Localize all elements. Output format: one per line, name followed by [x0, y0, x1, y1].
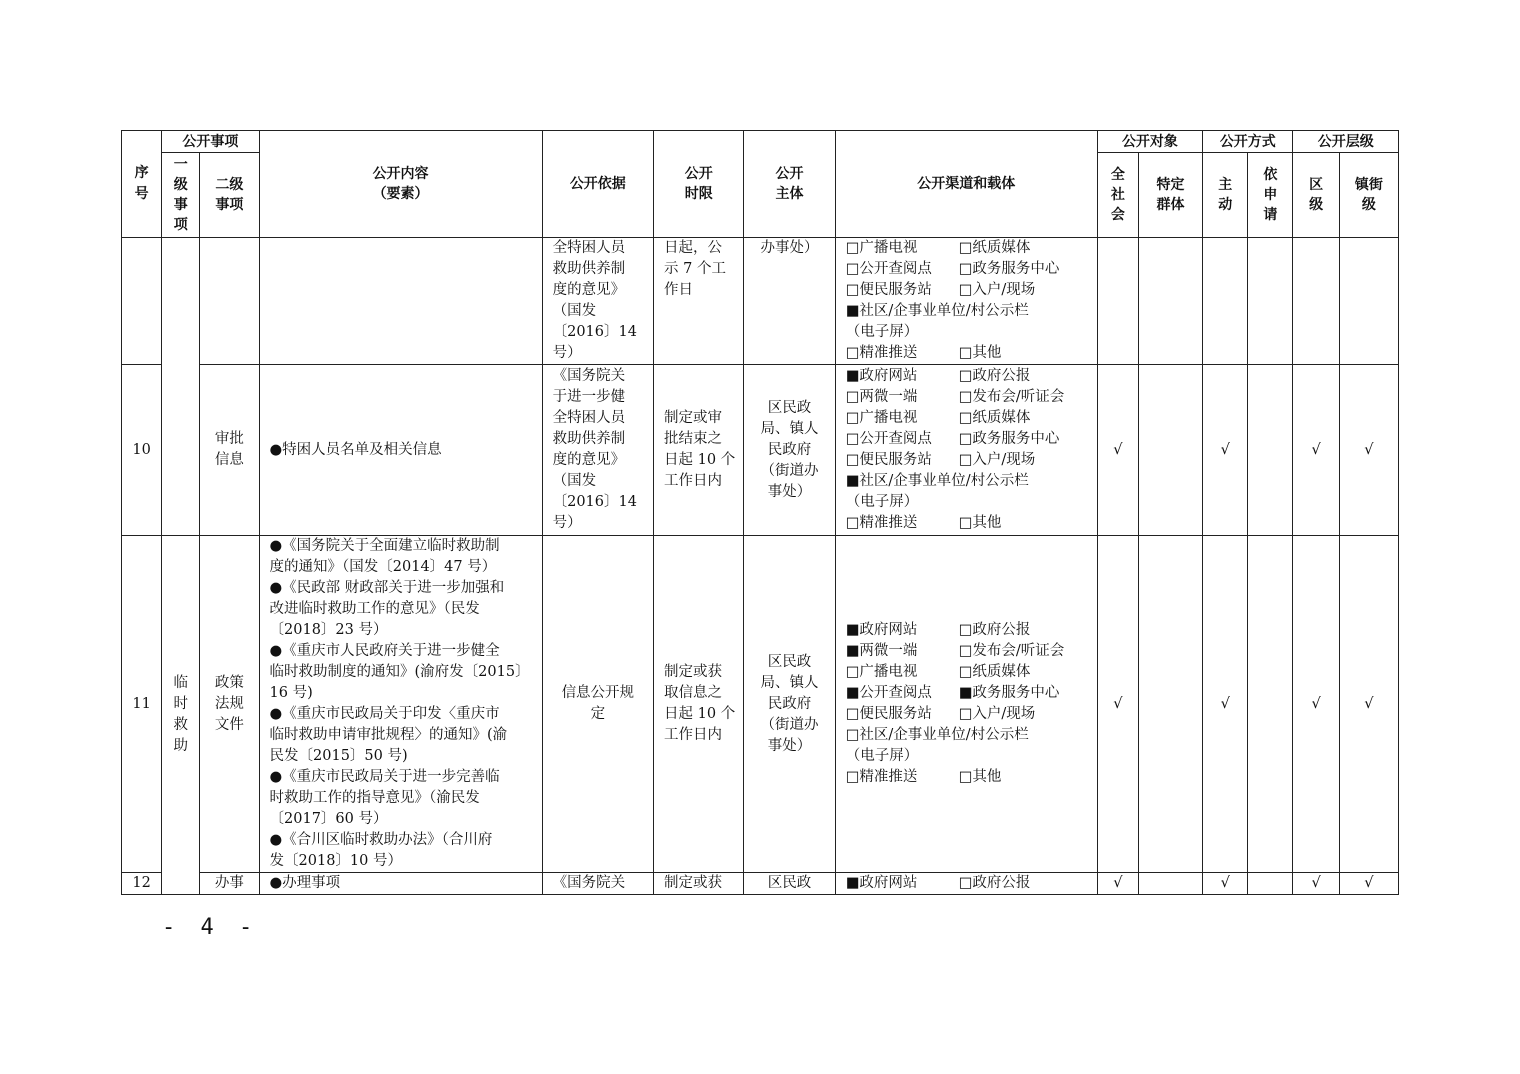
channel-option-line: （电子屏）	[845, 748, 919, 764]
cell-content	[259, 238, 542, 365]
cell-audience-specific	[1138, 238, 1202, 365]
channel-option-line: ■社区/企事业单位/村公示栏	[845, 303, 1029, 319]
cell-seq: 10	[122, 365, 162, 536]
cell-time-limit: 制定或获	[654, 873, 744, 895]
cell-level-district: √	[1293, 873, 1339, 895]
cell-basis: 《国务院关	[542, 873, 653, 895]
header-level-group: 公开层级	[1293, 131, 1399, 153]
header-subject: 公开主体	[744, 131, 835, 238]
table-row	[122, 536, 1399, 873]
cell-method-request	[1248, 536, 1293, 873]
disclosure-table	[121, 130, 1399, 895]
header-level1: 一级事项	[162, 153, 200, 238]
channel-option-line	[846, 429, 1097, 450]
cell-audience-all	[1097, 238, 1138, 365]
channel-option: □公开查阅点	[845, 431, 932, 447]
channel-option-line	[846, 366, 1097, 387]
channel-option: □广播电视	[845, 664, 918, 680]
channel-option-line	[846, 238, 1097, 259]
channel-option: □便民服务站	[845, 282, 932, 298]
cell-content: ●办理事项	[259, 873, 542, 895]
cell-content: ●特困人员名单及相关信息	[259, 365, 542, 536]
cell-level-town: √	[1339, 365, 1398, 536]
channel-option-line	[846, 408, 1097, 429]
cell-level1: 临时救助	[162, 536, 200, 895]
channel-option: □政务服务中心	[958, 431, 1060, 447]
cell-method-active: √	[1203, 365, 1248, 536]
channel-option-line	[846, 641, 1097, 662]
channel-option: □便民服务站	[845, 706, 932, 722]
channel-option: □政府公报	[958, 875, 1031, 891]
cell-basis: 全特困人员 救助供养制 度的意见》 （国发 〔2016〕14 号）	[542, 238, 653, 365]
channel-option-line: （电子屏）	[845, 494, 919, 510]
channel-option: □发布会/听证会	[958, 389, 1065, 405]
channel-option: □便民服务站	[845, 452, 932, 468]
cell-level2	[200, 238, 259, 365]
channel-option: ■政府网站	[845, 622, 918, 638]
cell-level2: 政策 法规 文件	[200, 536, 259, 873]
channel-option: □精准推送	[845, 515, 918, 531]
cell-level-town: √	[1339, 536, 1398, 873]
channel-option: ■两微一端	[845, 643, 918, 659]
cell-channels	[835, 873, 1097, 895]
cell-method-request	[1248, 238, 1293, 365]
cell-audience-specific	[1138, 873, 1202, 895]
header-audience-group: 公开对象	[1097, 131, 1202, 153]
channel-option-line: □社区/企事业单位/村公示栏	[845, 727, 1029, 743]
header-audience-specific: 特定群体	[1138, 153, 1202, 238]
table-row	[122, 365, 1399, 536]
channel-option: □其他	[958, 345, 1002, 361]
cell-time-limit: 日起，公 示 7 个工 作日	[654, 238, 744, 365]
cell-time-limit: 制定或审 批结束之 日起 10 个 工作日内	[654, 365, 744, 536]
channel-option-line: ■社区/企事业单位/村公示栏	[845, 473, 1029, 489]
channel-option: □两微一端	[845, 389, 918, 405]
cell-audience-all: √	[1097, 873, 1138, 895]
header-method-request: 依申请	[1248, 153, 1293, 238]
channel-option-line	[846, 704, 1097, 725]
cell-seq	[122, 238, 162, 365]
cell-level-town	[1339, 238, 1398, 365]
channel-option-line	[846, 450, 1097, 471]
header-method-active: 主动	[1203, 153, 1248, 238]
header-level-district: 区级	[1293, 153, 1339, 238]
cell-level-district: √	[1293, 536, 1339, 873]
channel-option-line	[846, 873, 1097, 894]
table-row	[122, 873, 1399, 895]
cell-audience-all: √	[1097, 536, 1138, 873]
table-row	[122, 238, 1399, 365]
cell-audience-specific	[1138, 536, 1202, 873]
channel-option: ■公开查阅点	[845, 685, 932, 701]
channel-option: □精准推送	[845, 345, 918, 361]
channel-option: □入户/现场	[958, 452, 1036, 468]
channel-option: □公开查阅点	[845, 261, 932, 277]
channel-option-line	[846, 513, 1097, 534]
channel-option: □其他	[958, 515, 1002, 531]
cell-channels	[835, 238, 1097, 365]
channel-option: □纸质媒体	[958, 240, 1031, 256]
cell-method-active	[1203, 238, 1248, 365]
header-content: 公开内容 （要素）	[259, 131, 542, 238]
cell-audience-specific	[1138, 365, 1202, 536]
channel-option-line	[846, 280, 1097, 301]
cell-subject: 区民政 局、镇人 民政府 （街道办 事处）	[744, 365, 835, 536]
channel-option: ■政府网站	[845, 875, 918, 891]
channel-option-line	[846, 767, 1097, 788]
cell-subject: 办事处）	[744, 238, 835, 365]
channel-option: □广播电视	[845, 240, 918, 256]
channel-option: □发布会/听证会	[958, 643, 1065, 659]
cell-method-active: √	[1203, 873, 1248, 895]
cell-level2: 审批 信息	[200, 365, 259, 536]
cell-seq: 11	[122, 536, 162, 873]
header-level2: 二级事项	[200, 153, 259, 238]
header-level-town: 镇街级	[1339, 153, 1398, 238]
cell-channels	[835, 536, 1097, 873]
channel-option: ■政府网站	[845, 368, 918, 384]
page-number: - 4 -	[162, 915, 259, 940]
channel-option-line	[846, 683, 1097, 704]
header-channels: 公开渠道和载体	[835, 131, 1097, 238]
header-seq: 序号	[122, 131, 162, 238]
channel-option-line	[846, 259, 1097, 280]
channel-option: □精准推送	[845, 769, 918, 785]
cell-content: ●《国务院关于全面建立临时救助制 度的通知》（国发〔2014〕47 号） ●《民政部 财政部关于进一步加强和 改进临时救助工作的意见》（民发 〔2018〕23 号） ●《重庆市人民政府关于进一步健全 临时救助制度的通知》(渝府发〔2015〕 16 号) ●《重庆市民政局关于印发〈重庆市 临时救助申请审批规程〉的通知》(渝 民发〔2015〕50 号) ●《重庆市民政局关于进一步完善临 时救助工作的指导意见》（渝民发 〔2017〕60 号） ●《合川区临时救助办法》（合川府 发〔2018〕10 号）	[259, 536, 542, 873]
cell-subject: 区民政 局、镇人 民政府 （街道办 事处）	[744, 536, 835, 873]
channel-option-line: （电子屏）	[845, 324, 919, 340]
channel-option: □入户/现场	[958, 706, 1036, 722]
channel-option-line	[846, 387, 1097, 408]
channel-option: □政府公报	[958, 622, 1031, 638]
header-audience-all: 全社会	[1097, 153, 1138, 238]
cell-seq: 12	[122, 873, 162, 895]
cell-time-limit: 制定或获 取信息之 日起 10 个 工作日内	[654, 536, 744, 873]
header-method-group: 公开方式	[1203, 131, 1293, 153]
channel-option-line	[846, 343, 1097, 364]
channel-option: □政府公报	[958, 368, 1031, 384]
cell-level2: 办事	[200, 873, 259, 895]
cell-method-request	[1248, 873, 1293, 895]
cell-audience-all: √	[1097, 365, 1138, 536]
cell-level-district: √	[1293, 365, 1339, 536]
channel-option: □广播电视	[845, 410, 918, 426]
cell-method-request	[1248, 365, 1293, 536]
cell-level-district	[1293, 238, 1339, 365]
cell-channels	[835, 365, 1097, 536]
header-time-limit: 公开时限	[654, 131, 744, 238]
channel-option-line	[846, 620, 1097, 641]
cell-basis: 信息公开规 定	[542, 536, 653, 873]
channel-option: □纸质媒体	[958, 664, 1031, 680]
channel-option: □政务服务中心	[958, 261, 1060, 277]
channel-option-line	[846, 662, 1097, 683]
channel-option: □纸质媒体	[958, 410, 1031, 426]
header-basis: 公开依据	[542, 131, 653, 238]
cell-level1	[162, 238, 200, 536]
channel-option: □其他	[958, 769, 1002, 785]
cell-subject: 区民政	[744, 873, 835, 895]
channel-option: ■政务服务中心	[958, 685, 1060, 701]
cell-basis: 《国务院关 于进一步健 全特困人员 救助供养制 度的意见》 （国发 〔2016〕14 号）	[542, 365, 653, 536]
cell-method-active: √	[1203, 536, 1248, 873]
channel-option: □入户/现场	[958, 282, 1036, 298]
header-items-group: 公开事项	[162, 131, 259, 153]
cell-level-town: √	[1339, 873, 1398, 895]
